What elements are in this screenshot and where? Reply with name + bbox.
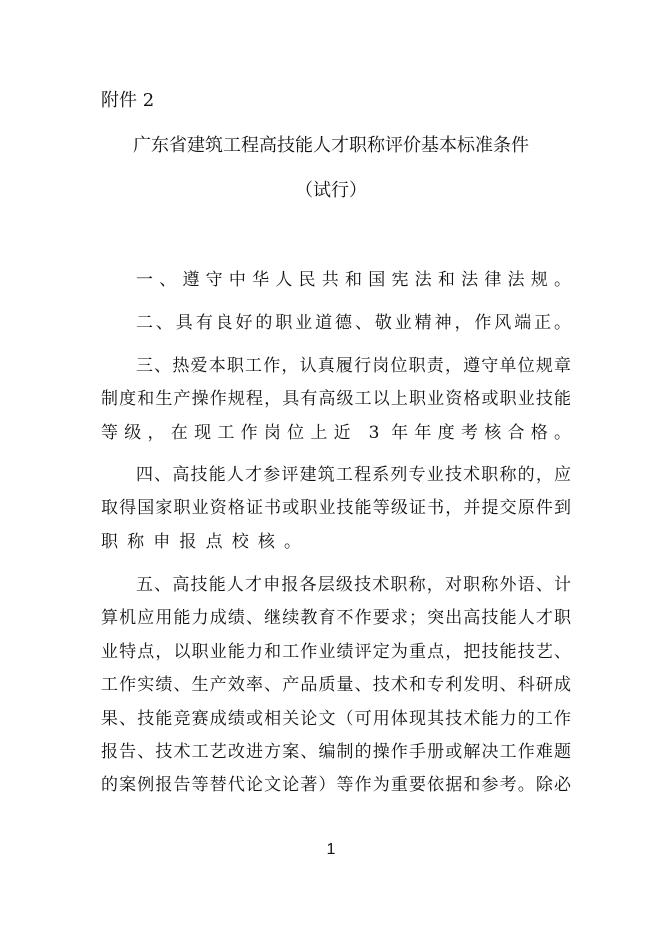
paragraph-line: 职称申报点校核。	[101, 531, 301, 552]
attachment-label: 附件 2	[101, 90, 155, 111]
paragraph-line: 五、高技能人才申报各层级技术职称，对职称外语、计	[136, 575, 571, 595]
paragraph-line: 一、遵守中华人民共和国宪法和法律法规。	[136, 270, 571, 290]
paragraph-line: 等级，在现工作岗位上近 3 年年度考核合格。	[101, 422, 571, 443]
paragraph-line: 业特点，以职业能力和工作业绩评定为重点，把技能技艺、	[101, 641, 571, 662]
paragraph-line: 的案例报告等替代论文论著）等作为重要依据和参考。除必	[101, 775, 571, 796]
paragraph-line: 制度和生产操作规程，具有高级工以上职业资格或职业技能	[101, 389, 571, 410]
page-number: 1	[326, 841, 336, 858]
paragraph-line: 四、高技能人才参评建筑工程系列专业技术职称的，应	[136, 465, 571, 485]
document-subtitle: （试行）	[295, 180, 367, 201]
paragraph-line: 三、热爱本职工作，认真履行岗位职责，遵守单位规章	[136, 356, 571, 376]
paragraph-line: 算机应用能力成绩、继续教育不作要求；突出高技能人才职	[101, 608, 571, 629]
paragraph-line: 果、技能竞赛成绩或相关论文（可用体现其技术能力的工作	[101, 708, 571, 729]
paragraph-line: 取得国家职业资格证书或职业技能等级证书，并提交原件到	[101, 498, 571, 519]
paragraph-line: 二、具有良好的职业道德、敬业精神，作风端正。	[136, 313, 571, 333]
document-title: 广东省建筑工程高技能人才职称评价基本标准条件	[133, 135, 529, 156]
paragraph-line: 工作实绩、生产效率、产品质量、技术和专利发明、科研成	[101, 675, 571, 696]
paragraph-line: 报告、技术工艺改进方案、编制的操作手册或解决工作难题	[101, 742, 571, 762]
